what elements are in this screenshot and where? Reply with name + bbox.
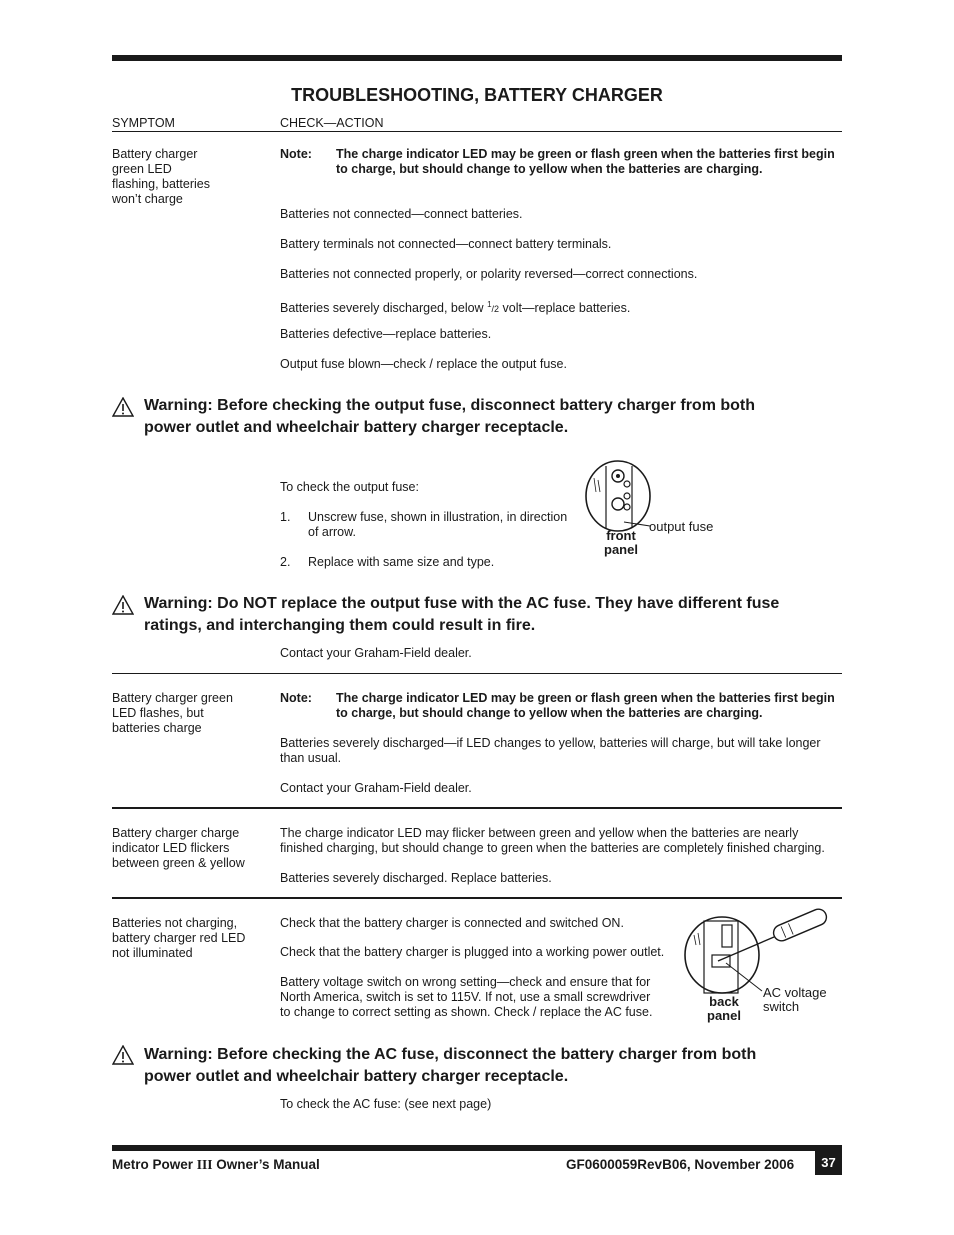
front-panel-caption: front panel xyxy=(604,528,638,557)
section-divider xyxy=(112,897,842,899)
warning-text: Warning: Before checking the AC fuse, disconnect the battery charger from both power outlet and wheelchair battery charger receptacle. xyxy=(144,1046,757,1085)
back-panel-caption: back panel xyxy=(707,994,741,1023)
action-item-discharged: Batteries severely discharged, below $^1$/2 volt—replace batteries. xyxy=(280,300,631,316)
back-panel-illustration xyxy=(682,905,832,997)
column-header-action: CHECK—ACTION xyxy=(280,116,384,130)
contact-dealer: Contact your Graham-Field dealer. xyxy=(280,781,472,795)
action-item: Batteries defective—replace batteries. xyxy=(280,327,492,341)
step-number: 1. xyxy=(280,510,291,524)
column-header-symptom: SYMPTOM xyxy=(112,116,175,130)
symptom-1: Battery charger green LED flashing, batteries won’t charge xyxy=(112,147,210,206)
symptom-3: Battery charger charge indicator LED flickers between green & yellow xyxy=(112,826,245,870)
note-label: Note: xyxy=(280,147,312,161)
ac-voltage-switch-label: AC voltage switch xyxy=(763,985,827,1014)
warning-icon xyxy=(112,595,134,615)
warning-text: Warning: Before checking the output fuse, disconnect battery charger from both power outlet and wheelchair battery charger receptacle. xyxy=(144,397,756,436)
symptom-4: Batteries not charging, battery charger red LED not illuminated xyxy=(112,916,246,960)
action-item: Battery terminals not connected—connect battery terminals. xyxy=(280,237,612,251)
front-panel-illustration xyxy=(584,458,656,534)
contact-dealer: Contact your Graham-Field dealer. xyxy=(280,646,472,660)
step-text: Unscrew fuse, shown in illustration, in direction of arrow. xyxy=(308,510,568,539)
action-item: Batteries severely discharged. Replace batteries. xyxy=(280,871,552,885)
action-item: The charge indicator LED may flicker between green and yellow when the batteries are nearly finished charging, but should change to green when the batteries are completely finished charging. xyxy=(280,826,825,855)
action-item: Batteries severely discharged—if LED changes to yellow, batteries will charge, but will take longer than usual. xyxy=(280,736,821,765)
section-divider xyxy=(112,673,842,674)
action-item: Battery voltage switch on wrong setting—check and ensure that for North America, switch is set to 115V. If not, use a small screwdriver to change to correct setting as shown. Check / replace the AC fuse. xyxy=(280,975,653,1019)
fuse-check-intro: To check the output fuse: xyxy=(280,480,419,494)
footer-doc-id: GF0600059RevB06, November 2006 xyxy=(566,1157,795,1172)
warning-text: Warning: Do NOT replace the output fuse with the AC fuse. They have different fuse ratings, and interchanging them could result in fire. xyxy=(144,595,780,634)
header-rule xyxy=(112,55,842,61)
ac-fuse-intro: To check the AC fuse: (see next page) xyxy=(280,1097,492,1111)
note-label: Note: xyxy=(280,691,312,705)
action-item: Batteries not connected properly, or polarity reversed—correct connections. xyxy=(280,267,698,281)
note-text: The charge indicator LED may be green or flash green when the batteries first begin to charge, but should change to yellow when the batteries are charging. xyxy=(336,691,835,720)
symptom-2: Battery charger green LED flashes, but batteries charge xyxy=(112,691,233,735)
footer-manual-title: Metro Power III Owner’s Manual xyxy=(112,1157,320,1172)
action-item: Check that the battery charger is connected and switched ON. xyxy=(280,916,624,930)
page-number: 37 xyxy=(815,1151,842,1175)
warning-icon xyxy=(112,397,134,417)
page-title: TROUBLESHOOTING, BATTERY CHARGER xyxy=(291,85,663,105)
action-item: Check that the battery charger is plugged into a working power outlet. xyxy=(280,945,665,959)
step-number: 2. xyxy=(280,555,291,569)
footer-rule xyxy=(112,1145,842,1151)
action-item: Batteries not connected—connect batteries. xyxy=(280,207,523,221)
note-text: The charge indicator LED may be green or flash green when the batteries first begin to charge, but should change to yellow when the batteries are charging. xyxy=(336,147,835,176)
header-divider xyxy=(112,131,842,132)
output-fuse-label: output fuse xyxy=(649,519,714,534)
section-divider xyxy=(112,807,842,809)
warning-icon xyxy=(112,1045,134,1065)
step-text: Replace with same size and type. xyxy=(308,555,495,569)
action-item: Output fuse blown—check / replace the output fuse. xyxy=(280,357,567,371)
